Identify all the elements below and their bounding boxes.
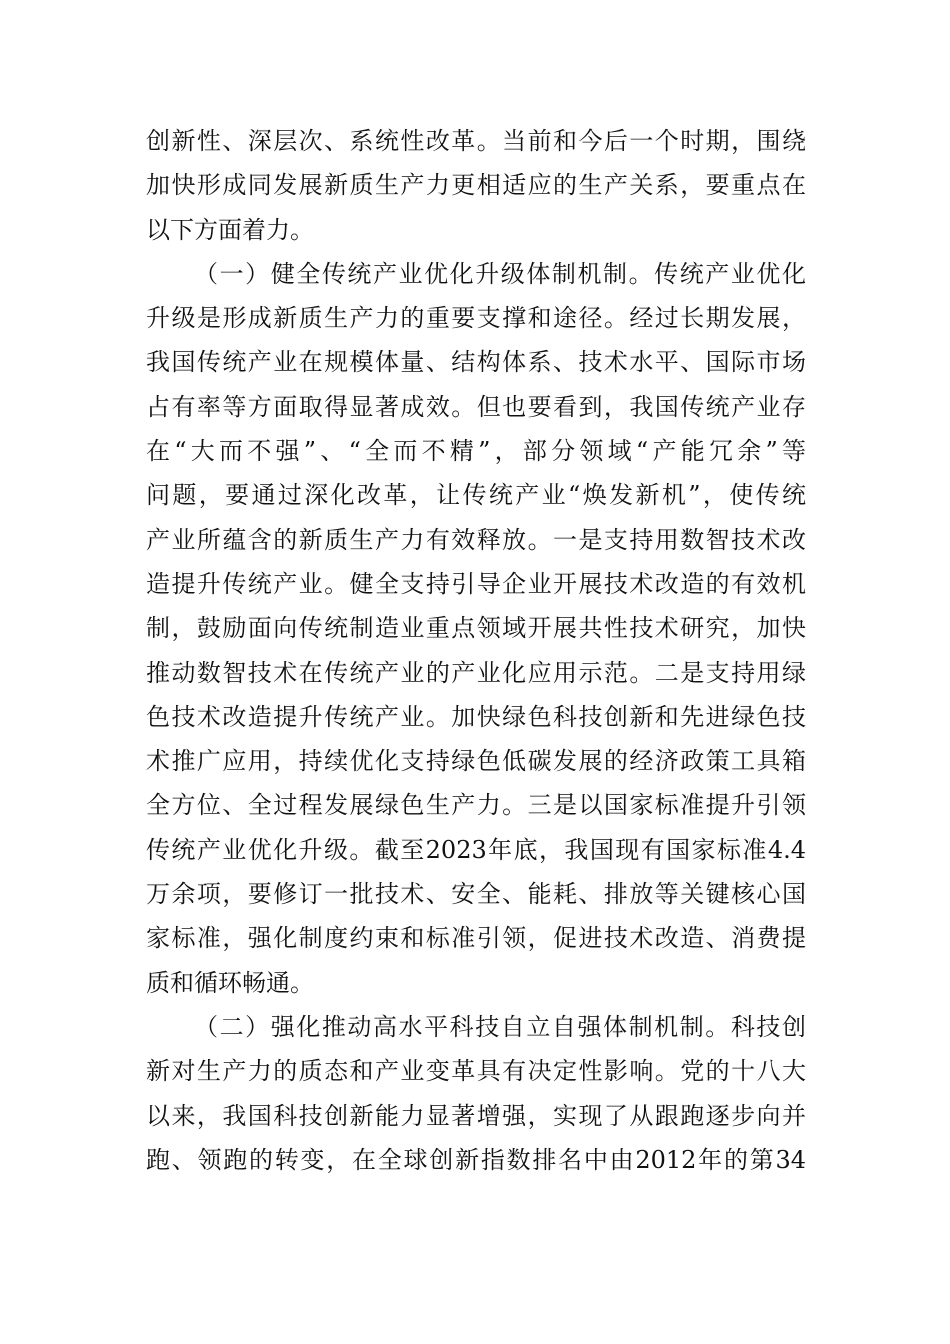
- text-line: 在“大而不强”、“全而不精”，部分领域“产能冗余”等: [146, 437, 806, 466]
- text-line: 造提升传统产业。健全支持引导企业开展技术改造的有效机: [146, 569, 806, 598]
- text-line: 传统产业优化升级。截至2023年底，我国现有国家标准4.4: [146, 835, 806, 864]
- text-line: 创新性、深层次、系统性改革。当前和今后一个时期，围绕: [146, 127, 806, 155]
- text-line: 升级是形成新质生产力的重要支撑和途径。经过长期发展，: [146, 304, 806, 333]
- text-line: 我国传统产业在规模体量、结构体系、技术水平、国际市场: [146, 348, 806, 377]
- text-line: 以下方面着力。: [146, 215, 314, 244]
- text-line: 万余项，要修订一批技术、安全、能耗、排放等关键核心国: [146, 880, 806, 909]
- section-heading-line: （一）健全传统产业优化升级体制机制。传统产业优化: [194, 259, 806, 288]
- text-line: 加快形成同发展新质生产力更相适应的生产关系，要重点在: [146, 171, 806, 200]
- section-heading-line: （二）强化推动高水平科技自立自强体制机制。科技创: [194, 1012, 806, 1041]
- text-line: 全方位、全过程发展绿色生产力。三是以国家标准提升引领: [146, 791, 806, 820]
- text-line: 家标准，强化制度约束和标准引领，促进技术改造、消费提: [146, 924, 806, 953]
- text-line: 新对生产力的质态和产业变革具有决定性影响。党的十八大: [146, 1057, 806, 1086]
- text-line: 问题，要通过深化改革，让传统产业“焕发新机”，使传统: [146, 481, 806, 510]
- body-text: [146, 119, 806, 1182]
- text-line: 术推广应用，持续优化支持绿色低碳发展的经济政策工具箱: [146, 747, 806, 776]
- text-line: 推动数智技术在传统产业的产业化应用示范。二是支持用绿: [146, 658, 806, 687]
- text-line: 质和循环畅通。: [146, 968, 314, 997]
- text-line: 产业所蕴含的新质生产力有效释放。一是支持用数智技术改: [146, 525, 806, 554]
- text-line: 制，鼓励面向传统制造业重点领域开展共性技术研究，加快: [146, 614, 806, 643]
- text-line: 跑、领跑的转变，在全球创新指数排名中由2012年的第34: [146, 1145, 806, 1174]
- text-line: 以来，我国科技创新能力显著增强，实现了从跟跑逐步向并: [146, 1101, 806, 1130]
- text-line: 色技术改造提升传统产业。加快绿色科技创新和先进绿色技: [146, 702, 806, 731]
- text-line: 占有率等方面取得显著成效。但也要看到，我国传统产业存: [146, 392, 806, 421]
